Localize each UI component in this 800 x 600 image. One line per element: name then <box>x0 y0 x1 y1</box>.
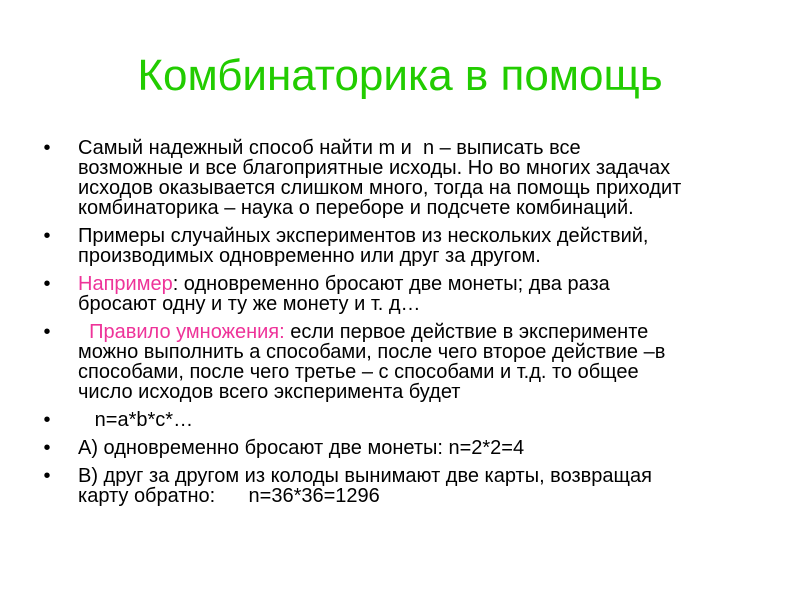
list-item <box>40 410 770 430</box>
bullet-list <box>40 138 770 514</box>
text-line: А) одновременно бросают две монеты: n=2*2=4 <box>78 437 525 459</box>
text-line: В) друг за другом из колоды вынимают две карты, возвращая <box>78 465 652 487</box>
text-line: можно выполнить a способами, после чего второе действие –в <box>78 341 666 363</box>
text-line: карту обратно: n=36*36=1296 <box>78 485 380 507</box>
highlight-term: Правило умножения: <box>89 321 285 343</box>
text-fragment: если первое действие в эксперименте <box>284 321 649 343</box>
bullet-icon: • <box>43 321 51 343</box>
list-item <box>40 322 770 402</box>
text-line: комбинаторика – наука о переборе и подсчете комбинаций. <box>78 197 634 219</box>
text-fragment: : одновременно бросают две монеты; два раза <box>172 273 610 295</box>
highlight-term: Например <box>78 273 173 295</box>
bullet-icon: • <box>43 225 51 247</box>
text-line: исходов оказывается слишком много, тогда на помощь приходит <box>78 177 682 199</box>
list-item <box>40 274 770 314</box>
text-line: Самый надежный способ найти m и n – выписать все <box>78 137 581 159</box>
text-line: производимых одновременно или друг за другом. <box>78 245 541 267</box>
text-line <box>78 274 770 294</box>
text-line: число исходов всего эксперимента будет <box>78 381 461 403</box>
bullet-icon: • <box>43 137 51 159</box>
list-item <box>40 226 770 266</box>
text-line: возможные и все благоприятные исходы. Но во многих задачах <box>78 157 671 179</box>
slide-title: Комбинаторика в помощь <box>137 51 663 100</box>
text-line: бросают одну и ту же монету и т. д… <box>78 293 421 315</box>
list-item <box>40 138 770 218</box>
text-line: Примеры случайных экспериментов из нескольких действий, <box>78 225 649 247</box>
text-line: способами, после чего третье – с способами и т.д. то общее <box>78 361 639 383</box>
bullet-icon: • <box>43 465 51 487</box>
text-line <box>78 322 770 342</box>
bullet-icon: • <box>43 437 51 459</box>
indent <box>78 321 89 343</box>
formula-line: n=a*b*c*… <box>78 409 194 431</box>
bullet-icon: • <box>43 273 51 295</box>
list-item <box>40 438 770 458</box>
list-item <box>40 466 770 506</box>
bullet-icon: • <box>43 409 51 431</box>
